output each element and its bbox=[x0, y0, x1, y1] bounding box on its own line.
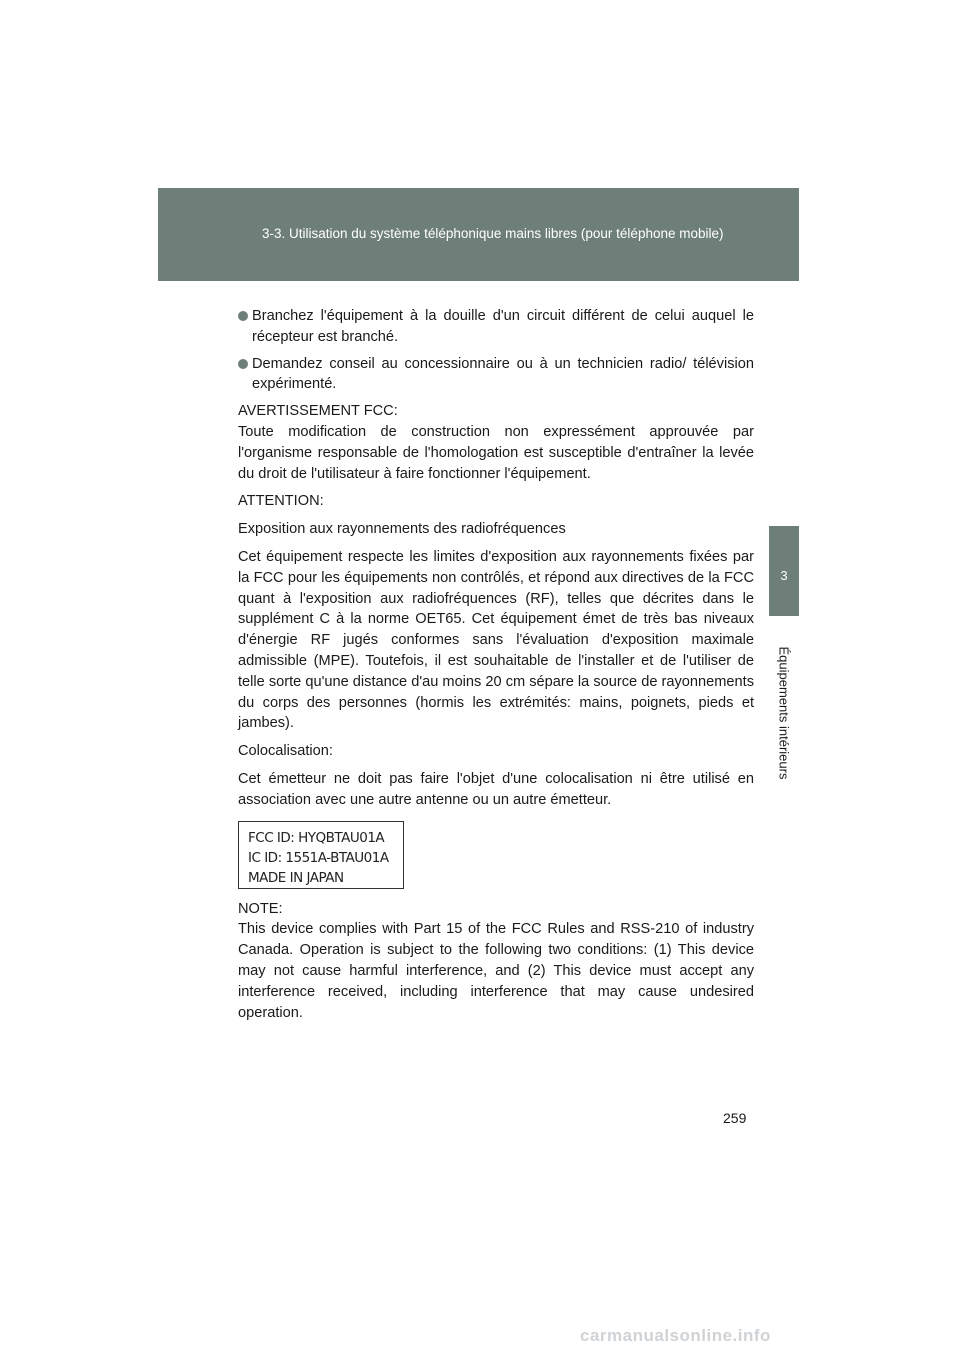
page-number: 259 bbox=[723, 1110, 747, 1126]
list-item-text: Demandez conseil au concessionnaire ou à un technicien radio/ télévision expérimenté. bbox=[252, 355, 754, 393]
colocation-text: Cet émetteur ne doit pas faire l'objet d'une colocalisation ni être utilisé en association avec une autre antenne ou un autre émetteur. bbox=[238, 770, 754, 808]
attention-text: Cet équipement respecte les limites d'exposition aux rayonnements fixées par la FCC pour les équipements non contrôlés, et répond aux directives de la FCC quant à l'exposition aux radiofréquences (RF), telles que décrites dans le supplément C à la norme OET65. Cet équipement émet de très bas niveaux d'énergie RF jugés conformes sans l'évaluation d'exposition maximale admissible (MPE). Toutefois, il est souhaitable de l'installer et de l'utiliser de telle sorte qu'une distance d'au moins 20 cm sépare la source de rayonnements du corps des personnes (hormis les extrémités: mains, poignets, pieds et jambes). bbox=[238, 548, 754, 732]
ic-id-line: IC ID: 1551A-BTAU01A bbox=[248, 849, 389, 866]
bullet-icon bbox=[238, 359, 248, 369]
list-item-text: Branchez l'équipement à la douille d'un circuit différent de celui auquel le récepteur est branché. bbox=[252, 308, 754, 345]
fcc-id-label bbox=[238, 821, 404, 889]
fcc-warning-text: Toute modification de construction non expressément approuvée par l'organisme responsable de l'homologation est susceptible d'entraîner la levée du droit de l'utilisateur à faire fonctionner l'équipement. bbox=[238, 423, 754, 482]
list-item bbox=[238, 306, 754, 348]
attention-heading: ATTENTION: bbox=[238, 493, 324, 510]
list-item bbox=[238, 354, 754, 396]
fcc-id-line: FCC ID: HYQBTAU01A bbox=[248, 829, 385, 846]
note-heading: NOTE: bbox=[238, 900, 283, 917]
made-in-line: MADE IN JAPAN bbox=[248, 869, 344, 886]
attention-subheading: Exposition aux rayonnements des radiofréquences bbox=[238, 521, 566, 538]
chapter-label-tab bbox=[769, 616, 799, 811]
chapter-tab bbox=[769, 526, 799, 616]
section-title: 3-3. Utilisation du système téléphonique mains libres (pour téléphone mobile) bbox=[262, 226, 724, 241]
colocation-heading: Colocalisation: bbox=[238, 743, 333, 760]
bullet-icon bbox=[238, 311, 248, 321]
note-text: This device complies with Part 15 of the FCC Rules and RSS-210 of industry Canada. Operation is subject to the following two conditions: (1) This device may not cause harmful interference, and (2) This device must accept any interference received, including interference that may cause undesired operation. bbox=[238, 921, 754, 1021]
chapter-number: 3 bbox=[780, 568, 788, 583]
fcc-warning-heading: AVERTISSEMENT FCC: bbox=[238, 403, 398, 420]
chapter-label: Équipements intérieurs bbox=[776, 646, 792, 780]
watermark: carmanualsonline.info bbox=[580, 1326, 771, 1345]
page-content bbox=[238, 306, 754, 1030]
